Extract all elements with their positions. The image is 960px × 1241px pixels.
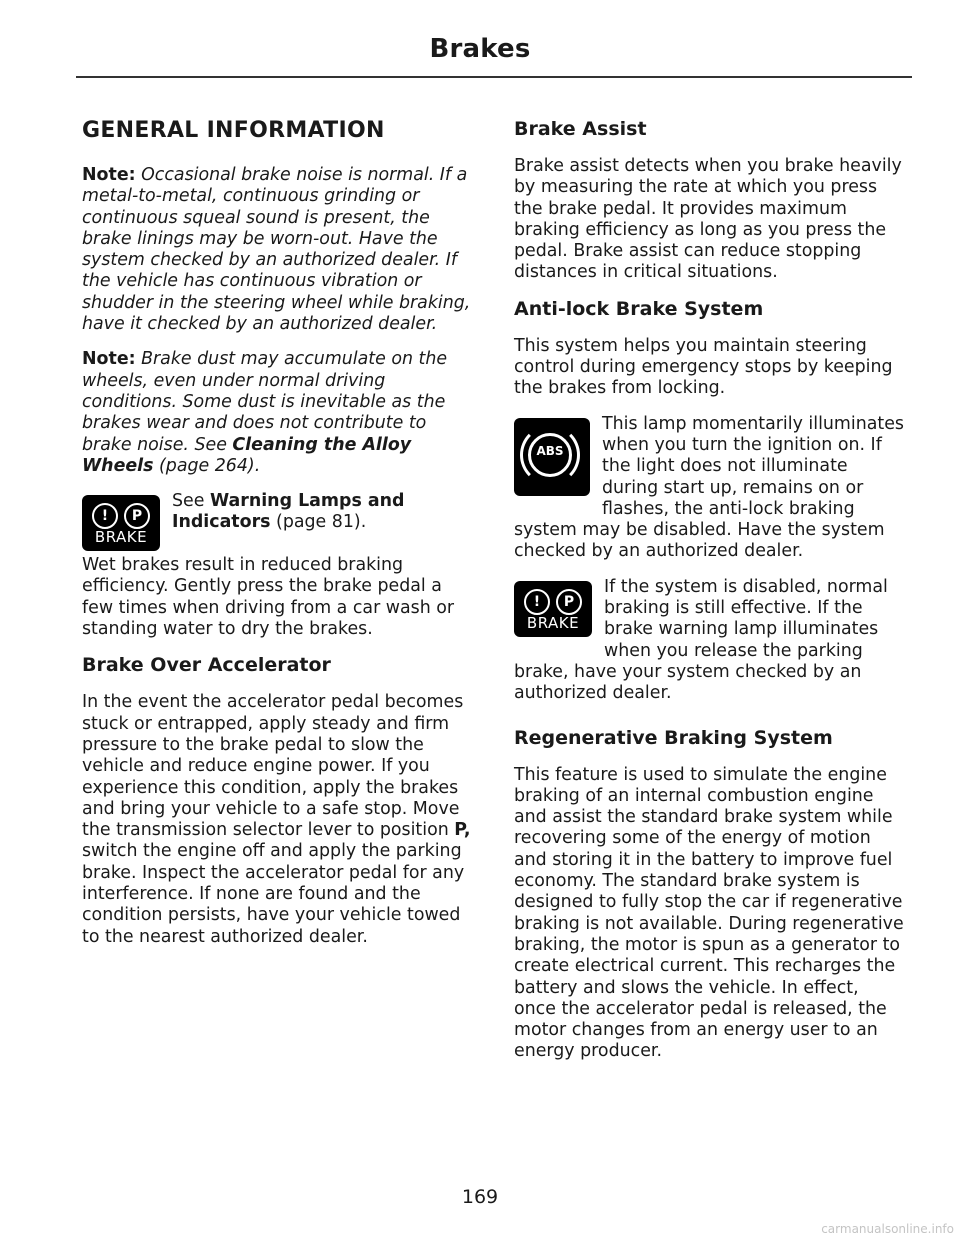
parking-circle-icon: P [556,589,582,615]
note-label: Note: [82,165,136,185]
subheading-brake-over-accelerator: Brake Over Accelerator [82,654,331,677]
page-reference: (page 264). [153,455,261,476]
exclamation-circle-icon: ! [524,589,550,615]
abs-lamp-paragraph: This lamp momentarily illuminates when you turn the ignition on. If the light does not illuminate during start up, remains on or flashes, the anti-lock braking system may be disabled. Have the system checked by an authorized dealer. [514,413,904,562]
cross-reference-cleaning-alloy-wheels[interactable]: Cleaning the Alloy Wheels [82,434,412,476]
brake-warning-lamp-icon [82,495,160,551]
page-header-title: Brakes [429,34,531,64]
page-reference: (page 81). [270,512,367,533]
brake-icon-label: BRAKE [526,613,580,632]
note-brake-dust [82,349,472,477]
brake-over-accelerator-paragraph [82,692,472,948]
subheading-regenerative-braking: Regenerative Braking System [514,726,833,749]
brake-disabled-block [514,577,904,719]
cross-reference-warning-lamps[interactable]: Warning Lamps and Indicators [172,491,405,533]
abs-icon-label: ABS [536,443,564,458]
header-divider [76,76,912,78]
brake-warning-lamp-icon [514,581,592,637]
note-brake-noise [82,165,472,335]
abs-lamp-block [514,414,904,563]
note-text: Brake dust may accumulate on the wheels, even under normal driving conditions. Some dust is inevitable as the brakes wear and does not contribute to brake noise. See [82,349,448,455]
paragraph-text: switch the engine off and apply the parking brake. Inspect the accelerator pedal for any interference. If none are found and the condition persists, have your vehicle towed to the nearest authorized dealer. [82,841,465,947]
note-text: Occasional brake noise is normal. If a metal-to-metal, continuous grinding or continuous squeal sound is present, the brake linings may be worn-out. Have the system checked by an authorized dealer. If the vehicle has continuous vibration or shudder in the steering wheel while braking, have it checked by an authorized dealer. [82,165,471,335]
paragraph-text: In the event the accelerator pedal becomes stuck or entrapped, apply steady and firm pressure to the brake pedal to slow the vehicle and reduce engine power. If you experience this condition, apply the brakes and bring your vehicle to a safe stop. Move the transmission selector lever to position [82,692,464,841]
subheading-anti-lock-brake-system: Anti-lock Brake System [514,297,764,320]
wet-brakes-paragraph: Wet brakes result in reduced braking efficiency. Gently press the brake pedal a few times when driving from a car wash or standing water to dry the brakes. [82,555,455,640]
brake-assist-paragraph: Brake assist detects when you brake heavily by measuring the rate at which you press the brake pedal. It provides maximum braking efficiency as long as you press the pedal. Brake assist can reduce stopping distances in critical situations. [514,156,902,283]
section-heading-general-information: GENERAL INFORMATION [82,118,385,143]
brake-warning-block [82,491,472,555]
right-column [514,112,904,1077]
page-number: 169 [461,1186,499,1208]
abs-paragraph: This system helps you maintain steering control during emergency stops by keeping the brakes from locking. [514,335,893,399]
left-column [82,112,472,962]
brake-icon-label: BRAKE [94,528,148,547]
system-disabled-paragraph: If the system is disabled, normal braking is still effective. If the brake warning lamp illuminates when you release the parking brake, have your system checked by an authorized dealer. [514,576,888,704]
see-prefix: See [172,491,210,512]
watermark: carmanualsonline.info [821,1222,954,1236]
regenerative-braking-paragraph: This feature is used to simulate the engine braking of an internal combustion engine and assist the standard brake system while recovering some of the energy of motion and storing it in the battery to improve fuel economy. The standard brake system is designed to fully stop the car if regenerative braking is not available. During regenerative braking, the motor is spun as a generator to create electrical current. This recharges the battery and slows the vehicle. In effect, once the accelerator pedal is released, the motor changes from an energy user to an energy producer. [514,764,904,1062]
parking-circle-icon: P [124,503,150,529]
note-label: Note: [82,349,136,370]
abs-warning-lamp-icon [514,418,590,496]
exclamation-circle-icon: ! [92,503,118,529]
gear-position-p: P, [454,820,471,841]
subheading-brake-assist: Brake Assist [514,118,647,140]
